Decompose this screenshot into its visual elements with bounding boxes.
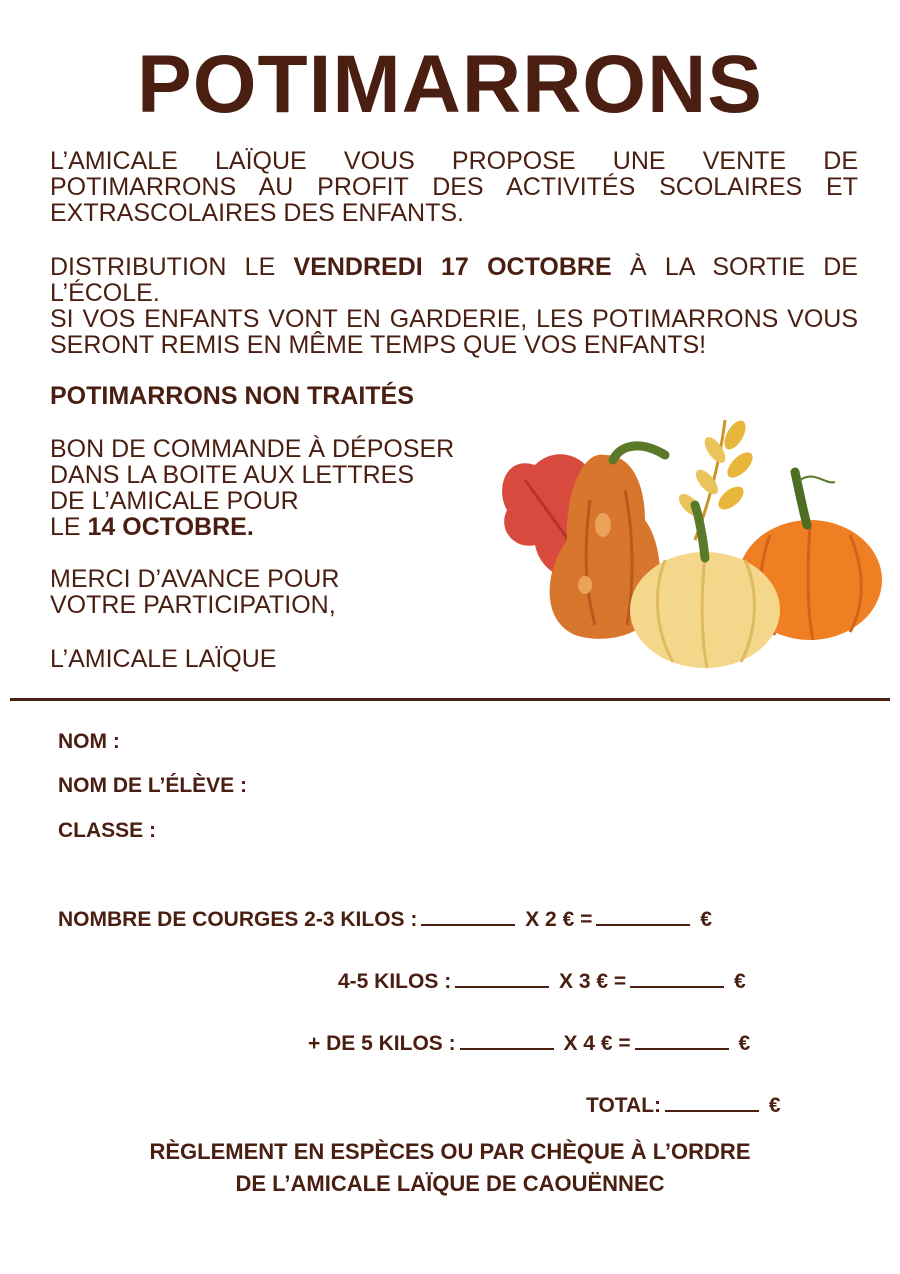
total-label: TOTAL:	[586, 1094, 662, 1117]
payment-note	[0, 1136, 900, 1200]
order-row-label: 4-5 KILOS :	[338, 970, 452, 993]
order-row-unit: €	[734, 970, 746, 993]
order-row-multiplier: X 3 € =	[559, 970, 627, 993]
bon-deadline: 14 OCTOBRE.	[87, 513, 254, 541]
nom-label: NOM :	[58, 730, 120, 753]
garderie-text: SI VOS ENFANTS VONT EN GARDERIE, LES POTIMARRONS VOUS SERONT REMIS EN MÊME TEMPS QUE VOS ENFANTS!	[50, 305, 858, 359]
distribution-date: VENDREDI 17 OCTOBRE	[293, 253, 612, 281]
divider-line	[10, 698, 890, 701]
order-row-plus-5-kilos	[308, 1030, 750, 1056]
payment-note-line-2: DE L’AMICALE LAÏQUE DE CAOUËNNEC	[235, 1171, 665, 1196]
distribution-text	[50, 254, 858, 358]
total-row	[586, 1092, 781, 1118]
subtotal-blank[interactable]	[596, 906, 690, 926]
quantity-blank[interactable]	[455, 968, 549, 988]
order-row-multiplier: X 4 € =	[563, 1032, 631, 1055]
order-row-4-5-kilos	[338, 968, 746, 994]
order-row-label: + DE 5 KILOS :	[308, 1032, 456, 1055]
page-title: POTIMARRONS	[137, 39, 763, 130]
order-row-unit: €	[700, 908, 712, 931]
intro-text: L’AMICALE LAÏQUE VOUS PROPOSE UNE VENTE DE POTIMARRONS AU PROFIT DES ACTIVITÉS SCOLAIRES ET EXTRASCOLAIRES DES ENFANTS.	[50, 147, 858, 227]
bon-line-2: DANS LA BOITE AUX LETTRES	[50, 461, 415, 489]
order-row-2-3-kilos	[58, 906, 712, 932]
signature: L’AMICALE LAÏQUE	[50, 645, 277, 673]
subtotal-blank[interactable]	[630, 968, 724, 988]
quantity-blank[interactable]	[421, 906, 515, 926]
payment-note-line-1: RÈGLEMENT EN ESPÈCES OU PAR CHÈQUE À L’ORDRE	[149, 1139, 751, 1164]
classe-label: CLASSE :	[58, 819, 157, 842]
non-traites-heading: POTIMARRONS NON TRAITÉS	[50, 382, 414, 410]
distribution-before: DISTRIBUTION LE	[50, 253, 294, 281]
merci-line-2: VOTRE PARTICIPATION,	[50, 591, 336, 619]
bon-line-3: DE L’AMICALE POUR	[50, 487, 299, 515]
subtotal-blank[interactable]	[635, 1030, 729, 1050]
distribution-after: À LA SORTIE DE L’ÉCOLE.	[50, 253, 858, 307]
bon-de-commande-text	[50, 436, 510, 540]
bon-line-4-prefix: LE	[50, 513, 88, 541]
order-row-label: NOMBRE DE COURGES 2-3 KILOS :	[58, 908, 418, 931]
bon-line-1: BON DE COMMANDE À DÉPOSER	[50, 435, 455, 463]
order-row-unit: €	[738, 1032, 751, 1055]
merci-line-1: MERCI D’AVANCE POUR	[50, 565, 340, 593]
order-row-multiplier: X 2 € =	[525, 908, 593, 931]
pumpkins-illustration	[495, 410, 895, 680]
total-unit: €	[768, 1094, 781, 1117]
merci-text	[50, 566, 510, 618]
nom-eleve-label: NOM DE L’ÉLÈVE :	[58, 774, 248, 797]
quantity-blank[interactable]	[460, 1030, 554, 1050]
total-blank[interactable]	[665, 1092, 759, 1112]
